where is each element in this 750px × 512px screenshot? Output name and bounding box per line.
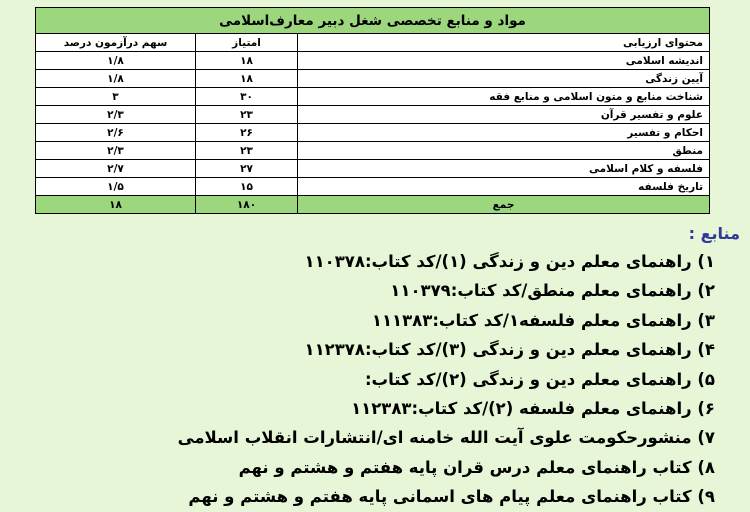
total-share: ۱۸	[36, 196, 196, 214]
row-content: آیین زندگی	[298, 70, 710, 88]
row-score: ۲۳	[196, 142, 298, 160]
row-share: ۱/۸	[36, 52, 196, 70]
table-total-row	[36, 196, 710, 214]
row-score: ۲۶	[196, 124, 298, 142]
total-score: ۱۸۰	[196, 196, 298, 214]
table-row	[36, 178, 710, 196]
source-item: ۹) کتاب راهنمای معلم پیام های اسمانی پایه هفتم و هشتم و نهم	[188, 487, 715, 507]
header-content: محتوای ارزیابی	[298, 34, 710, 52]
table-row	[36, 88, 710, 106]
row-score: ۱۸	[196, 52, 298, 70]
row-share: ۲/۶	[36, 124, 196, 142]
sources-heading: منابع :	[688, 224, 740, 243]
row-score: ۲۷	[196, 160, 298, 178]
header-score: امتیاز	[196, 34, 298, 52]
row-share: ۲/۷	[36, 160, 196, 178]
row-share: ۱/۸	[36, 70, 196, 88]
table-row	[36, 52, 710, 70]
source-item: ۵) راهنمای معلم دین و زندگی (۲)/کد کتاب:	[364, 369, 715, 389]
row-score: ۲۳	[196, 106, 298, 124]
header-share: سهم درآزمون درصد	[36, 34, 196, 52]
row-content: احکام و تفسیر	[298, 124, 710, 142]
row-content: فلسفه و کلام اسلامی	[298, 160, 710, 178]
row-content: تاریخ فلسفه	[298, 178, 710, 196]
row-content: علوم و تفسیر قرآن	[298, 106, 710, 124]
source-item: ۳) راهنمای معلم فلسفه۱/کد کتاب:۱۱۱۳۸۳	[371, 310, 715, 330]
row-share: ۲/۳	[36, 106, 196, 124]
subjects-table	[35, 7, 710, 214]
table-title: مواد و منابع تخصصی شغل دبیر معارف‌اسلامی	[36, 8, 710, 34]
table-title-row	[36, 8, 710, 34]
row-score: ۳۰	[196, 88, 298, 106]
row-share: ۳	[36, 88, 196, 106]
source-item: ۶) راهنمای معلم فلسفه (۲)/کد کتاب:۱۱۲۳۸۳	[351, 398, 715, 418]
table-row	[36, 142, 710, 160]
source-item: ۸) کتاب راهنمای معلم درس قران پایه هفتم و هشتم و نهم	[238, 457, 715, 477]
source-item: ۲) راهنمای معلم منطق/کد کتاب:۱۱۰۳۷۹	[390, 281, 715, 301]
source-item: ۱) راهنمای معلم دین و زندگی (۱)/کد کتاب:۱۱۰۳۷۸	[304, 252, 715, 271]
total-label: جمع	[298, 196, 710, 214]
sources-list	[15, 247, 715, 512]
table-row	[36, 124, 710, 142]
row-share: ۲/۳	[36, 142, 196, 160]
source-item: ۴) راهنمای معلم دین و زندگی (۳)/کد کتاب:۱۱۲۳۷۸	[304, 340, 715, 360]
table-header-row	[36, 34, 710, 52]
table-row	[36, 160, 710, 178]
row-content: شناخت منابع و متون اسلامی و منابع فقه	[298, 88, 710, 106]
row-share: ۱/۵	[36, 178, 196, 196]
table-row	[36, 70, 710, 88]
row-score: ۱۵	[196, 178, 298, 196]
row-content: منطق	[298, 142, 710, 160]
row-content: اندیشه اسلامی	[298, 52, 710, 70]
table-row	[36, 106, 710, 124]
source-item: ۷) منشورحکومت علوی آیت الله خامنه ای/انتشارات انقلاب اسلامی	[177, 428, 715, 448]
row-score: ۱۸	[196, 70, 298, 88]
